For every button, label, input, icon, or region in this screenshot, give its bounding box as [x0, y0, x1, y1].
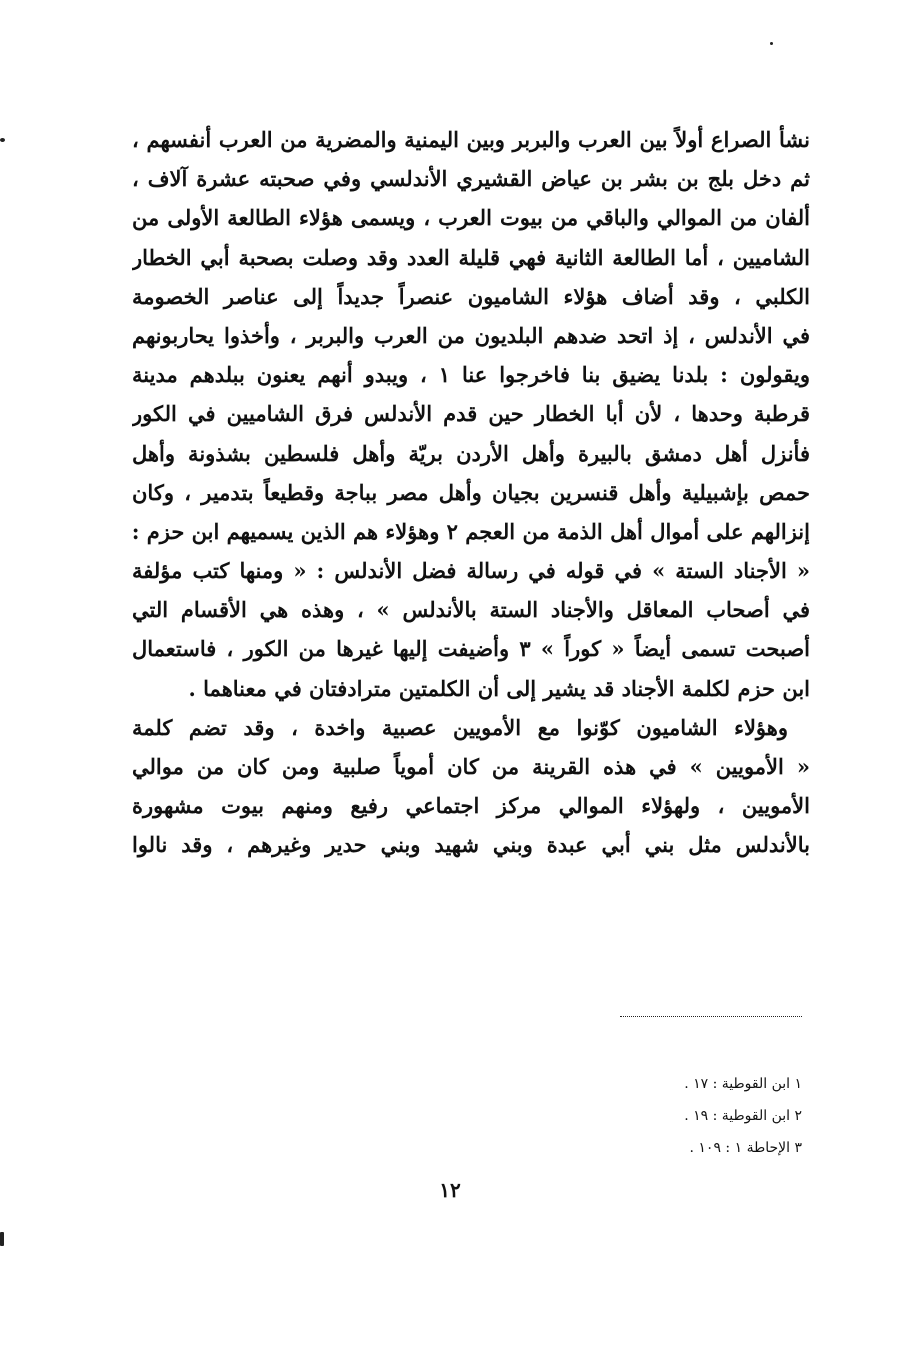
text-line-14: أصبحت تسمى أيضاً « كوراً » ٣ وأضيفت إليها غيرها من الكور ، فاستعمال	[132, 636, 810, 662]
footnote-divider	[620, 1016, 802, 1017]
scan-speck-right	[0, 138, 5, 142]
page-number: ١٢	[439, 1178, 461, 1202]
text-line-8: قرطبة وحدها ، لأن أبا الخطار حين قدم الأندلس فرق الشاميين في الكور	[132, 401, 810, 427]
text-line-11: إنزالهم على أموال أهل الذمة من العجم ٢ وهؤلاء هم الذين يسميهم ابن حزم :	[132, 518, 810, 544]
footnotes	[560, 1068, 802, 1164]
text-line-15: ابن حزم لكلمة الأجناد قد يشير إلى أن الكلمتين مترادفتان في معناهما .	[188, 675, 810, 701]
text-line-1: نشأ الصراع أولاً بين العرب والبربر وبين اليمنية والمضرية من العرب أنفسهم ،	[132, 127, 810, 152]
text-line-10: حمص بإشبيلية وأهل قنسرين بجيان وأهل مصر بباجة وقطيعاً بتدمير ، وكان	[132, 479, 810, 505]
text-line-16: وهؤلاء الشاميون كوّنوا مع الأمويين عصبية واخدة ، وقد تضم كلمة	[132, 714, 788, 740]
footnote-1: ١ ابن القوطية : ١٧ .	[684, 1076, 802, 1092]
body-text	[132, 120, 810, 865]
text-line-7: ويقولون : بلدنا يضيق بنا فاخرجوا عنا ١ ، ويبدو أنهم يعنون ببلدهم مدينة	[132, 362, 810, 388]
footnote-2: ٢ ابن القوطية : ١٩ .	[684, 1108, 802, 1124]
scan-speck-left-bottom	[0, 1232, 4, 1246]
text-line-3: ألفان من الموالي والباقي من بيوت العرب ، ويسمى هؤلاء الطالعة الأولى من	[132, 205, 810, 231]
text-line-6: في الأندلس ، إذ اتحد ضدهم البلديون من العرب والبربر ، وأخذوا يحاربونهم	[132, 322, 810, 348]
text-line-9: فأنزل أهل دمشق بالبيرة وأهل الأردن بريّة وأهل فلسطين بشذونة وأهل	[132, 440, 810, 466]
text-line-12: « الأجناد الستة » في قوله في رسالة فضل الأندلس : « ومنها كتب مؤلفة	[132, 558, 810, 584]
text-line-4: الشاميين ، أما الطالعة الثانية فهي قليلة العدد وقد وصلت بصحبة أبي الخطار	[132, 244, 810, 270]
footnote-3: ٣ الإحاطة ١ : ١٠٩ .	[689, 1140, 802, 1156]
text-line-5: الكلبي ، وقد أضاف هؤلاء الشاميون عنصراً جديداً إلى عناصر الخصومة	[132, 283, 810, 309]
text-line-2: ثم دخل بلج بن بشر بن عياض القشيري الأندلسي وفي صحبته عشرة آلاف ،	[132, 166, 810, 192]
text-line-18: الأمويين ، ولهؤلاء الموالي مركز اجتماعي رفيع ومنهم بيوت مشهورة	[132, 793, 810, 819]
text-line-17: « الأمويين » في هذه القرينة من كان أموياً صلبية ومن كان من موالي	[132, 754, 810, 779]
scan-speck-top	[770, 42, 773, 45]
text-line-13: في أصحاب المعاقل والأجناد الستة بالأندلس » ، وهذه هي الأقسام التي	[132, 597, 810, 623]
text-line-19: بالأندلس مثل بني أبي عبدة وبني شهيد وبني حدير وغيرهم ، وقد نالوا	[132, 832, 810, 858]
